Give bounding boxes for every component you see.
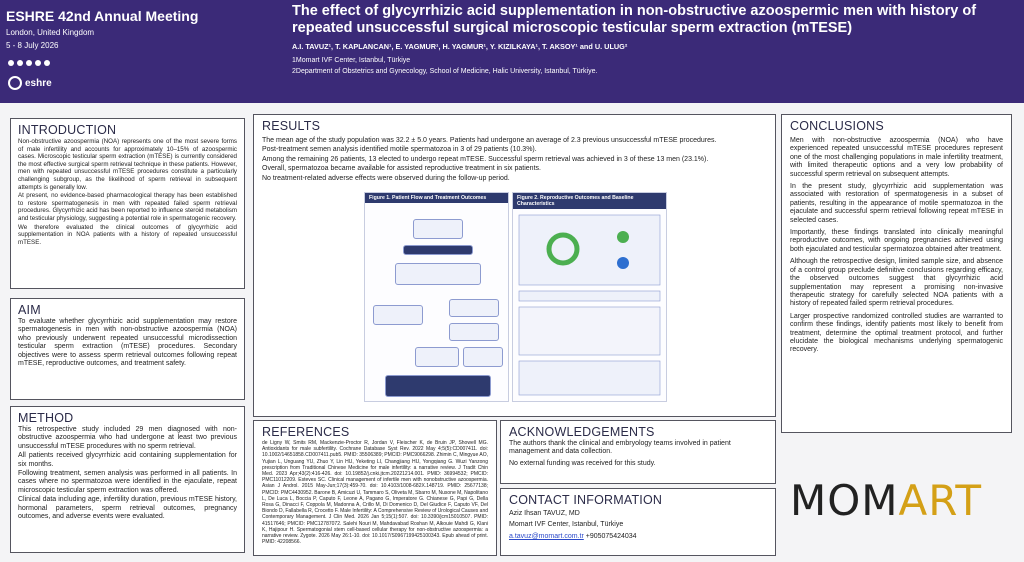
conclusions-section	[781, 114, 1012, 433]
result-line: No treatment-related adverse effects were observed during the follow-up period.	[262, 174, 510, 182]
references-section	[253, 420, 497, 556]
flow-node	[395, 263, 481, 285]
figure-1-flowchart	[364, 192, 509, 402]
flow-node	[415, 347, 459, 367]
flow-node	[449, 299, 499, 317]
results-section	[253, 114, 776, 417]
acknowledgements-section	[500, 420, 776, 484]
paragraph: Importantly, these findings translated into clinically meaningful reproductive outcomes, with ongoing pregnancies achieved using both ejaculated and testicular spermatozoa obtained after treatment.	[790, 229, 1003, 253]
flow-node	[403, 245, 473, 255]
section-heading: AIM	[18, 303, 41, 317]
poster-title: The effect of glycyrrhizic acid supplementation in non-obstructive azoospermic men with history of repeated unsuccessful surgical microscopic testicular sperm extraction (mTESE)	[292, 3, 977, 36]
figure-caption: Figure 2. Reproductive Outcomes and Baseline Characteristics	[513, 193, 666, 209]
momart-logo	[790, 460, 1010, 540]
eshre-ring-icon	[8, 76, 22, 90]
paragraph: Men with non-obstructive azoospermia (NOA) who have experienced repeated unsuccessful mTESE procedures represent one of the most challenging populations in male infertility treatment, with limited therapeutic options and a very low probability of successful sperm retrieval on subsequent attempts.	[790, 137, 1003, 178]
section-heading: CONCLUSIONS	[790, 119, 884, 133]
flow-node	[449, 323, 499, 341]
eshre-logo: eshre	[8, 76, 52, 90]
result-line: Overall, spermatozoa became available for assisted reproductive treatment in six patients.	[262, 165, 541, 173]
method-section	[10, 406, 245, 553]
decorative-dots	[8, 60, 50, 66]
aim-section	[10, 298, 245, 400]
title-block	[292, 3, 1017, 77]
contact-center: Momart IVF Center, Istanbul, Türkiye	[509, 521, 624, 529]
result-line: The mean age of the study population was 32.2 ± 5.0 years. Patients had undergone an average of 2.3 previous unsuccessful mTESE procedures.	[262, 137, 717, 144]
header-banner	[0, 0, 1024, 103]
paragraph: Clinical data including age, infertility duration, previous mTESE history, hormonal parameters, sperm retrieval outcomes, pregnancy outcomes, and adverse events were evaluated.	[18, 496, 237, 521]
section-heading: INTRODUCTION	[18, 123, 117, 137]
section-heading: ACKNOWLEDGEMENTS	[509, 425, 655, 439]
flow-node	[413, 219, 463, 239]
paragraph: We therefore evaluated the clinical outcomes of glycyrrhizic acid supplementation in NOA patients with a history of repeated unsuccessful mTESE.	[18, 223, 237, 246]
result-line: Post-treatment semen analysis identified motile spermatozoa in 3 of 29 patients (10.3%).	[262, 146, 537, 154]
paragraph: Larger prospective randomized controlled studies are warranted to confirm these findings, identify patients most likely to benefit from treatment, determine the optimal treatment protocol, and further elucidate the biological mechanisms underlying spermatogenic recovery.	[790, 312, 1003, 354]
paragraph: In the present study, glycyrrhizic acid supplementation was associated with restoration of spermatogenesis in a subset of patients, resulting in the appearance of motile spermatozoa in the ejaculate and successful sperm retrieval following repeat mTESE in selected cases.	[790, 183, 1003, 224]
section-heading: METHOD	[18, 411, 74, 425]
paragraph: The authors thank the clinical and embryology teams involved in patient management and data collection.	[509, 440, 731, 456]
contact-email-link[interactable]: a.tavuz@momart.com.tr	[509, 532, 584, 540]
contact-section	[500, 488, 776, 556]
figure-2-outcomes	[512, 192, 667, 402]
paragraph: At present, no evidence-based pharmacological therapy has been established to restore spermatogenesis in men with repeated failed sperm retrieval procedures. Glycyrrhizic acid has been reported to influence steroid metabolism and testicular physiology, suggesting a potential role in spermatogenic recovery.	[18, 192, 237, 222]
paragraph: This retrospective study included 29 men diagnosed with non-obstructive azoospermia who had undergone at least two previous unsuccessful mTESE procedures with no sperm retrieval.	[18, 426, 237, 450]
figure-caption: Figure 1. Patient Flow and Treatment Outcomes	[365, 193, 508, 203]
flow-node	[463, 347, 503, 367]
contact-name: Aziz Ihsan TAVUZ, MD	[509, 510, 580, 517]
figure-2-graphic	[513, 209, 666, 399]
paragraph: No external funding was received for this study.	[509, 459, 656, 467]
reference-list: de Ligny W, Smits RM, Mackenzie-Proctor R, Jordan V, Fleischer K, de Bruin JP, Showell MG. Antioxidants for male subfertility. Cochrane Database Syst Rev. 2022 May 4;5(5):CD007411. doi: 10.1002/14651858.CD007411.pub5. PMID: 35506389; PMCID: PMC9066298. Zhimin C, Mingyue AO, Yujian L, Unguang YU, Zhuo Y, Lin HU, Yeketing LI, Changjiang HU, Yongqiang G. Wuzi Yanzong prescription from Traditional Chinese Medicine for male infertility: a narrative review. J Tradit Chin Med. 2023 Apr;43(2):416-426. doi: 10.19852/j.cnki.jtcm.20221214.001. PMID: 36994532; PMCID: PMC11012209. Esteves SC. Clinical management of infertile men with nonobstructive azoospermia. Asian J Androl. 2015 May-Jun;17(3):459-70. doi: 10.4103/1008-682X.148719. PMID: 25677138; PMCID: PMC4430952. Barone B, Amicuzi U, Tammaro S, Oliveta M, Sbarro M, Nusone M, Napolitano L, De Luca L, Boccia P, Caputo F, Leone A, Pagano G, Imperatore G. Chianese G, Papi G, Della Rosa G, Dinacci F, Coppola M, Madonna A, Crillo M, Di Domenico D, Del Giudice F, Caputo VF, Del Biondo D, Fallabella R, Crocetto F. Male Infertility: A Comprehensive Review of Urological Causes and Contemporary Management. J Clin Med. 2026 Jan 5;15(1):507. doi: 10.3390/jcm15010507. PMID: 41517646; PMCID: PMC12787072. Salehi Nouri M, Mahdavabad Roshan M, Alkouie Mahdi G, Klani K, Hajipour H. Spermatogonial stem cell-based cellular therapy for non-obstructive azoospermia: a narrative review. Zygote. 2026 May 26:1-10. doi: 10.1017/S0967199425100343. Epub ahead of print. PMID: 42208566.	[262, 440, 488, 546]
section-heading: CONTACT INFORMATION	[509, 493, 663, 507]
affiliations: 1Momart IVF Center, Istanbul, Türkiye 2Department of Obstetrics and Gynecology, School of Medicine, Halic University, Istanbul, Türkiye.	[292, 57, 598, 75]
meeting-location: London, United Kingdom	[6, 28, 95, 37]
paragraph: Non-obstructive azoospermia (NOA) represents one of the most severe forms of male infertility and accounts for approximately 10–15% of azoospermic cases. Microscopic testicular sperm extraction (mTESE) is currently considered the most effective surgical sperm retrieval technique in these patients. However, men with repeated unsuccessful mTESE procedures constitute a particularly challenging subgroup, as the likelihood of sperm retrieval in subsequent attempts is generally low.	[18, 138, 237, 191]
flow-node	[385, 375, 491, 397]
contact-phone: +905075424034	[585, 532, 637, 540]
paragraph: Although the retrospective design, limited sample size, and absence of a control group preclude definitive conclusions regarding efficacy, the observed outcomes suggest that glycyrrhizic acid supplementation may represent a promising non-invasive therapeutic strategy for carefully selected NOA patients with a history of repeated failed sperm retrieval procedures.	[790, 258, 1003, 308]
meeting-title: ESHRE 42nd Annual Meeting	[6, 8, 199, 24]
paragraph: All patients received glycyrrhizic acid containing supplementation for six months.	[18, 452, 237, 468]
meeting-info	[6, 8, 206, 50]
result-line: Among the remaining 26 patients, 13 elected to undergo repeat mTESE. Successful sperm retrieval was achieved in 3 of these 13 men (23.1%).	[262, 155, 709, 163]
introduction-section	[10, 118, 245, 289]
flow-node	[373, 305, 423, 325]
momart-wordmark: MOMART	[790, 475, 983, 525]
section-heading: REFERENCES	[262, 425, 350, 439]
paragraph: Following treatment, semen analysis was performed in all patients. In cases where no spermatozoa were identified in the ejaculate, repeat microscopic testicular sperm extraction was offered.	[18, 470, 237, 494]
author-list: A.I. TAVUZ¹, T. KAPLANCAN¹, E. YAGMUR¹, H. YAGMUR¹, Y. KIZILKAYA¹, T. AKSOY¹ and U. ULUG²	[292, 42, 628, 51]
meeting-dates: 5 - 8 July 2026	[6, 41, 59, 50]
paragraph: To evaluate whether glycyrrhizic acid supplementation may restore spermatogenesis in men with non-obstructive azoospermia (NOA) who previously underwent repeated unsuccessful microdissection testicular sperm extraction (mTESE) procedures. Secondary objectives were to assess sperm retrieval outcomes following repeat mTESE, reproductive outcomes, and treatment safety.	[18, 318, 237, 368]
section-heading: RESULTS	[262, 119, 321, 133]
